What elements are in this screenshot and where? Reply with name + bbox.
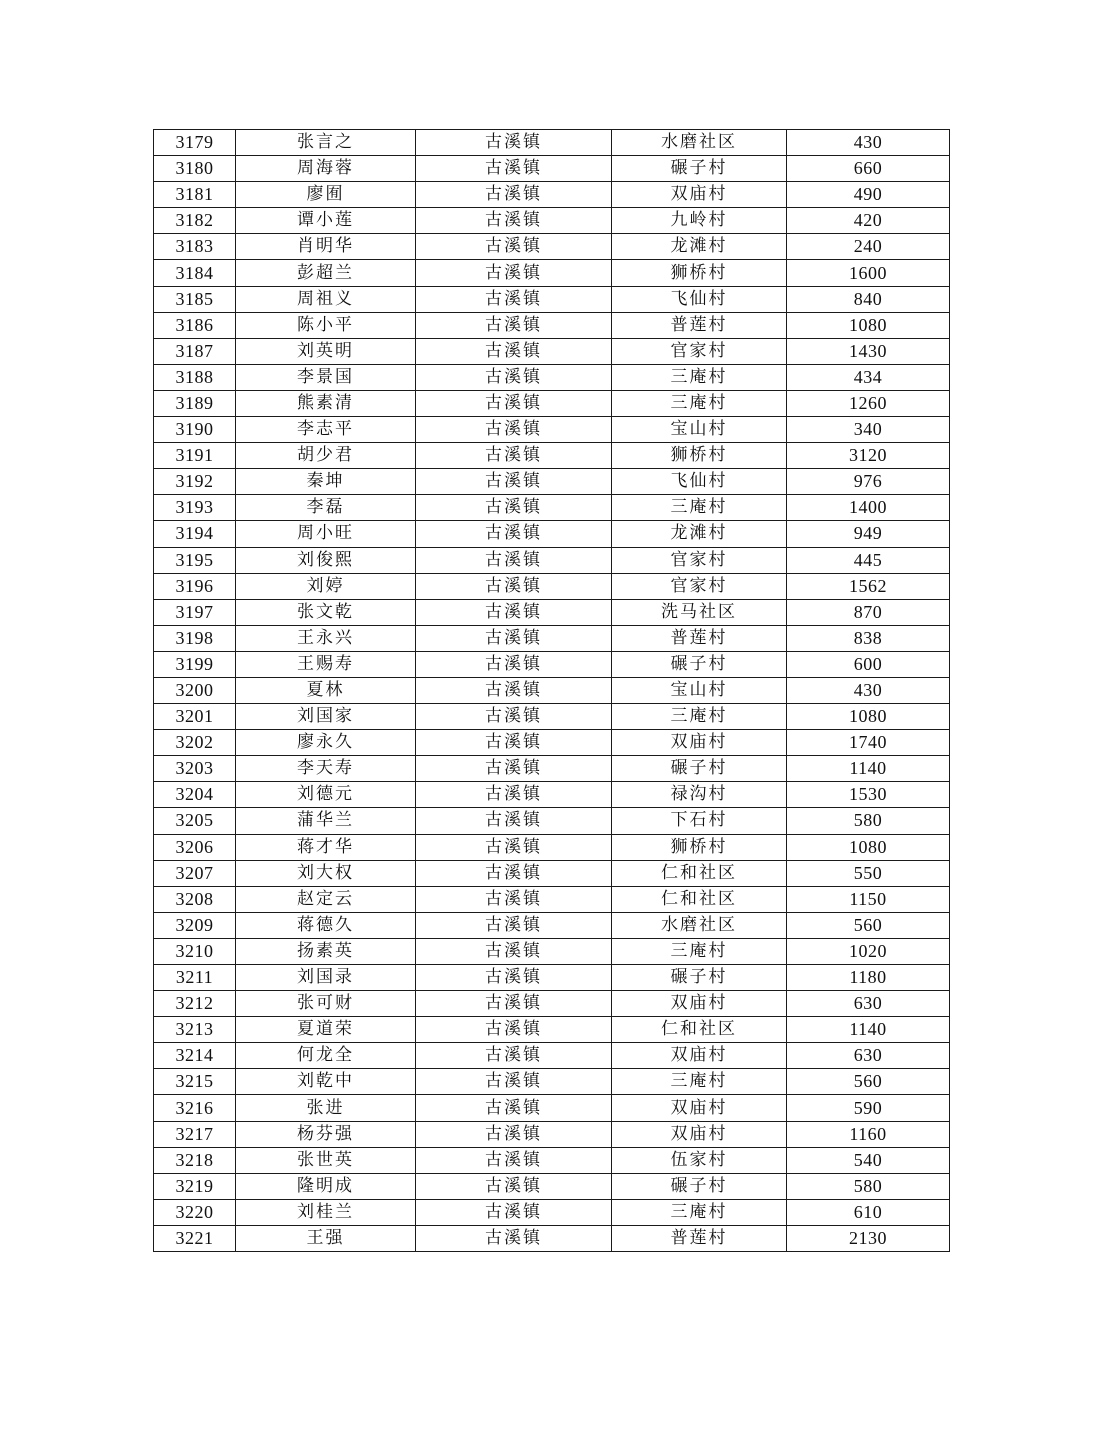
name-cell: 熊素清: [236, 390, 416, 416]
name-cell: 刘桂兰: [236, 1199, 416, 1225]
amount-cell: 1260: [787, 390, 950, 416]
town-cell: 古溪镇: [416, 469, 612, 495]
village-cell: 下石村: [612, 808, 787, 834]
table-row: [154, 286, 950, 312]
town-cell: 古溪镇: [416, 286, 612, 312]
row-number-cell: 3198: [154, 625, 236, 651]
amount-cell: 1140: [787, 1017, 950, 1043]
table-row: [154, 991, 950, 1017]
name-cell: 刘国录: [236, 965, 416, 991]
village-cell: 仁和社区: [612, 860, 787, 886]
name-cell: 蒲华兰: [236, 808, 416, 834]
village-cell: 碾子村: [612, 651, 787, 677]
town-cell: 古溪镇: [416, 991, 612, 1017]
name-cell: 李志平: [236, 417, 416, 443]
amount-cell: 1020: [787, 938, 950, 964]
amount-cell: 580: [787, 1173, 950, 1199]
amount-cell: 240: [787, 234, 950, 260]
village-cell: 飞仙村: [612, 286, 787, 312]
table-row: [154, 182, 950, 208]
table-row: [154, 1147, 950, 1173]
row-number-cell: 3217: [154, 1121, 236, 1147]
amount-cell: 580: [787, 808, 950, 834]
table-row: [154, 312, 950, 338]
amount-cell: 2130: [787, 1225, 950, 1251]
row-number-cell: 3221: [154, 1225, 236, 1251]
table-row: [154, 1225, 950, 1251]
town-cell: 古溪镇: [416, 651, 612, 677]
town-cell: 古溪镇: [416, 1095, 612, 1121]
row-number-cell: 3209: [154, 912, 236, 938]
table-row: [154, 1121, 950, 1147]
village-cell: 宝山村: [612, 677, 787, 703]
village-cell: 三庵村: [612, 938, 787, 964]
row-number-cell: 3199: [154, 651, 236, 677]
village-cell: 龙滩村: [612, 521, 787, 547]
town-cell: 古溪镇: [416, 521, 612, 547]
table-row: [154, 443, 950, 469]
village-cell: 九岭村: [612, 208, 787, 234]
name-cell: 廖囿: [236, 182, 416, 208]
name-cell: 胡少君: [236, 443, 416, 469]
town-cell: 古溪镇: [416, 599, 612, 625]
row-number-cell: 3205: [154, 808, 236, 834]
table-row: [154, 547, 950, 573]
village-cell: 龙滩村: [612, 234, 787, 260]
village-cell: 狮桥村: [612, 834, 787, 860]
town-cell: 古溪镇: [416, 1121, 612, 1147]
amount-cell: 560: [787, 912, 950, 938]
amount-cell: 630: [787, 991, 950, 1017]
amount-cell: 1080: [787, 834, 950, 860]
village-cell: 双庙村: [612, 1095, 787, 1121]
row-number-cell: 3196: [154, 573, 236, 599]
village-cell: 碾子村: [612, 156, 787, 182]
amount-cell: 540: [787, 1147, 950, 1173]
table-row: [154, 730, 950, 756]
name-cell: 李天寿: [236, 756, 416, 782]
name-cell: 杨芬强: [236, 1121, 416, 1147]
town-cell: 古溪镇: [416, 1199, 612, 1225]
row-number-cell: 3212: [154, 991, 236, 1017]
amount-cell: 1562: [787, 573, 950, 599]
amount-cell: 1400: [787, 495, 950, 521]
table-row: [154, 677, 950, 703]
name-cell: 王永兴: [236, 625, 416, 651]
village-cell: 狮桥村: [612, 443, 787, 469]
town-cell: 古溪镇: [416, 677, 612, 703]
amount-cell: 430: [787, 677, 950, 703]
amount-cell: 870: [787, 599, 950, 625]
name-cell: 陈小平: [236, 312, 416, 338]
village-cell: 飞仙村: [612, 469, 787, 495]
table-row: [154, 782, 950, 808]
amount-cell: 610: [787, 1199, 950, 1225]
name-cell: 张可财: [236, 991, 416, 1017]
town-cell: 古溪镇: [416, 625, 612, 651]
village-cell: 三庵村: [612, 1069, 787, 1095]
row-number-cell: 3204: [154, 782, 236, 808]
name-cell: 李景国: [236, 364, 416, 390]
row-number-cell: 3208: [154, 886, 236, 912]
row-number-cell: 3193: [154, 495, 236, 521]
name-cell: 赵定云: [236, 886, 416, 912]
town-cell: 古溪镇: [416, 338, 612, 364]
village-cell: 三庵村: [612, 495, 787, 521]
table-row: [154, 521, 950, 547]
table-row: [154, 469, 950, 495]
name-cell: 刘大权: [236, 860, 416, 886]
town-cell: 古溪镇: [416, 1043, 612, 1069]
row-number-cell: 3195: [154, 547, 236, 573]
village-cell: 普莲村: [612, 312, 787, 338]
table-row: [154, 808, 950, 834]
row-number-cell: 3188: [154, 364, 236, 390]
village-cell: 狮桥村: [612, 260, 787, 286]
row-number-cell: 3210: [154, 938, 236, 964]
table-row: [154, 599, 950, 625]
table-row: [154, 573, 950, 599]
amount-cell: 445: [787, 547, 950, 573]
row-number-cell: 3183: [154, 234, 236, 260]
name-cell: 张文乾: [236, 599, 416, 625]
amount-cell: 560: [787, 1069, 950, 1095]
town-cell: 古溪镇: [416, 417, 612, 443]
row-number-cell: 3219: [154, 1173, 236, 1199]
row-number-cell: 3211: [154, 965, 236, 991]
name-cell: 张世英: [236, 1147, 416, 1173]
table-row: [154, 1069, 950, 1095]
town-cell: 古溪镇: [416, 782, 612, 808]
row-number-cell: 3216: [154, 1095, 236, 1121]
amount-cell: 600: [787, 651, 950, 677]
amount-cell: 1600: [787, 260, 950, 286]
town-cell: 古溪镇: [416, 808, 612, 834]
town-cell: 古溪镇: [416, 234, 612, 260]
row-number-cell: 3187: [154, 338, 236, 364]
name-cell: 秦坤: [236, 469, 416, 495]
amount-cell: 1740: [787, 730, 950, 756]
name-cell: 李磊: [236, 495, 416, 521]
name-cell: 周小旺: [236, 521, 416, 547]
name-cell: 夏林: [236, 677, 416, 703]
village-cell: 仁和社区: [612, 886, 787, 912]
name-cell: 夏道荣: [236, 1017, 416, 1043]
row-number-cell: 3182: [154, 208, 236, 234]
row-number-cell: 3197: [154, 599, 236, 625]
town-cell: 古溪镇: [416, 1017, 612, 1043]
town-cell: 古溪镇: [416, 312, 612, 338]
row-number-cell: 3192: [154, 469, 236, 495]
row-number-cell: 3179: [154, 130, 236, 156]
table-row: [154, 1173, 950, 1199]
town-cell: 古溪镇: [416, 156, 612, 182]
name-cell: 刘德元: [236, 782, 416, 808]
amount-cell: 630: [787, 1043, 950, 1069]
town-cell: 古溪镇: [416, 547, 612, 573]
town-cell: 古溪镇: [416, 834, 612, 860]
amount-cell: 838: [787, 625, 950, 651]
table-row: [154, 1017, 950, 1043]
amount-cell: 3120: [787, 443, 950, 469]
amount-cell: 1080: [787, 704, 950, 730]
row-number-cell: 3215: [154, 1069, 236, 1095]
village-cell: 三庵村: [612, 704, 787, 730]
table-row: [154, 704, 950, 730]
table-row: [154, 417, 950, 443]
village-cell: 碾子村: [612, 756, 787, 782]
table-row: [154, 834, 950, 860]
village-cell: 碾子村: [612, 965, 787, 991]
table-row: [154, 130, 950, 156]
table-row: [154, 208, 950, 234]
village-cell: 碾子村: [612, 1173, 787, 1199]
town-cell: 古溪镇: [416, 860, 612, 886]
town-cell: 古溪镇: [416, 443, 612, 469]
name-cell: 肖明华: [236, 234, 416, 260]
town-cell: 古溪镇: [416, 182, 612, 208]
village-cell: 双庙村: [612, 991, 787, 1017]
village-cell: 双庙村: [612, 182, 787, 208]
village-cell: 三庵村: [612, 390, 787, 416]
amount-cell: 590: [787, 1095, 950, 1121]
amount-cell: 949: [787, 521, 950, 547]
village-cell: 洗马社区: [612, 599, 787, 625]
village-cell: 宝山村: [612, 417, 787, 443]
table-row: [154, 1199, 950, 1225]
table-row: [154, 390, 950, 416]
row-number-cell: 3207: [154, 860, 236, 886]
table-row: [154, 965, 950, 991]
row-number-cell: 3186: [154, 312, 236, 338]
town-cell: 古溪镇: [416, 208, 612, 234]
table-row: [154, 1043, 950, 1069]
village-cell: 双庙村: [612, 730, 787, 756]
village-cell: 双庙村: [612, 1043, 787, 1069]
name-cell: 刘俊熙: [236, 547, 416, 573]
roster-table: [153, 129, 950, 1252]
roster-table-body: [154, 130, 950, 1252]
row-number-cell: 3184: [154, 260, 236, 286]
village-cell: 普莲村: [612, 1225, 787, 1251]
town-cell: 古溪镇: [416, 912, 612, 938]
amount-cell: 1180: [787, 965, 950, 991]
row-number-cell: 3191: [154, 443, 236, 469]
table-row: [154, 625, 950, 651]
amount-cell: 550: [787, 860, 950, 886]
village-cell: 仁和社区: [612, 1017, 787, 1043]
amount-cell: 1430: [787, 338, 950, 364]
amount-cell: 430: [787, 130, 950, 156]
row-number-cell: 3218: [154, 1147, 236, 1173]
name-cell: 周祖义: [236, 286, 416, 312]
village-cell: 水磨社区: [612, 130, 787, 156]
row-number-cell: 3202: [154, 730, 236, 756]
table-row: [154, 156, 950, 182]
amount-cell: 490: [787, 182, 950, 208]
name-cell: 刘婷: [236, 573, 416, 599]
row-number-cell: 3189: [154, 390, 236, 416]
row-number-cell: 3180: [154, 156, 236, 182]
village-cell: 三庵村: [612, 364, 787, 390]
amount-cell: 340: [787, 417, 950, 443]
document-page: [153, 129, 949, 1252]
table-row: [154, 938, 950, 964]
table-row: [154, 338, 950, 364]
village-cell: 三庵村: [612, 1199, 787, 1225]
town-cell: 古溪镇: [416, 704, 612, 730]
amount-cell: 1150: [787, 886, 950, 912]
amount-cell: 840: [787, 286, 950, 312]
village-cell: 双庙村: [612, 1121, 787, 1147]
row-number-cell: 3213: [154, 1017, 236, 1043]
name-cell: 周海蓉: [236, 156, 416, 182]
table-row: [154, 364, 950, 390]
name-cell: 隆明成: [236, 1173, 416, 1199]
village-cell: 官家村: [612, 573, 787, 599]
table-row: [154, 495, 950, 521]
name-cell: 谭小莲: [236, 208, 416, 234]
amount-cell: 420: [787, 208, 950, 234]
village-cell: 官家村: [612, 338, 787, 364]
village-cell: 普莲村: [612, 625, 787, 651]
row-number-cell: 3194: [154, 521, 236, 547]
table-row: [154, 1095, 950, 1121]
village-cell: 水磨社区: [612, 912, 787, 938]
name-cell: 何龙全: [236, 1043, 416, 1069]
table-row: [154, 260, 950, 286]
town-cell: 古溪镇: [416, 1147, 612, 1173]
table-row: [154, 234, 950, 260]
table-row: [154, 651, 950, 677]
row-number-cell: 3185: [154, 286, 236, 312]
name-cell: 彭超兰: [236, 260, 416, 286]
village-cell: 禄沟村: [612, 782, 787, 808]
town-cell: 古溪镇: [416, 495, 612, 521]
table-row: [154, 886, 950, 912]
amount-cell: 434: [787, 364, 950, 390]
name-cell: 刘乾中: [236, 1069, 416, 1095]
table-row: [154, 860, 950, 886]
name-cell: 张进: [236, 1095, 416, 1121]
town-cell: 古溪镇: [416, 886, 612, 912]
village-cell: 官家村: [612, 547, 787, 573]
amount-cell: 1080: [787, 312, 950, 338]
row-number-cell: 3206: [154, 834, 236, 860]
name-cell: 蒋德久: [236, 912, 416, 938]
name-cell: 王赐寿: [236, 651, 416, 677]
name-cell: 刘国家: [236, 704, 416, 730]
town-cell: 古溪镇: [416, 260, 612, 286]
table-row: [154, 912, 950, 938]
row-number-cell: 3181: [154, 182, 236, 208]
town-cell: 古溪镇: [416, 730, 612, 756]
name-cell: 蒋才华: [236, 834, 416, 860]
row-number-cell: 3200: [154, 677, 236, 703]
row-number-cell: 3214: [154, 1043, 236, 1069]
amount-cell: 1160: [787, 1121, 950, 1147]
village-cell: 伍家村: [612, 1147, 787, 1173]
town-cell: 古溪镇: [416, 756, 612, 782]
table-row: [154, 756, 950, 782]
row-number-cell: 3203: [154, 756, 236, 782]
row-number-cell: 3201: [154, 704, 236, 730]
name-cell: 刘英明: [236, 338, 416, 364]
amount-cell: 1530: [787, 782, 950, 808]
name-cell: 张言之: [236, 130, 416, 156]
name-cell: 廖永久: [236, 730, 416, 756]
town-cell: 古溪镇: [416, 1069, 612, 1095]
town-cell: 古溪镇: [416, 1225, 612, 1251]
town-cell: 古溪镇: [416, 1173, 612, 1199]
town-cell: 古溪镇: [416, 938, 612, 964]
amount-cell: 976: [787, 469, 950, 495]
town-cell: 古溪镇: [416, 573, 612, 599]
row-number-cell: 3220: [154, 1199, 236, 1225]
name-cell: 扬素英: [236, 938, 416, 964]
town-cell: 古溪镇: [416, 390, 612, 416]
town-cell: 古溪镇: [416, 130, 612, 156]
name-cell: 王强: [236, 1225, 416, 1251]
town-cell: 古溪镇: [416, 965, 612, 991]
amount-cell: 660: [787, 156, 950, 182]
town-cell: 古溪镇: [416, 364, 612, 390]
row-number-cell: 3190: [154, 417, 236, 443]
amount-cell: 1140: [787, 756, 950, 782]
